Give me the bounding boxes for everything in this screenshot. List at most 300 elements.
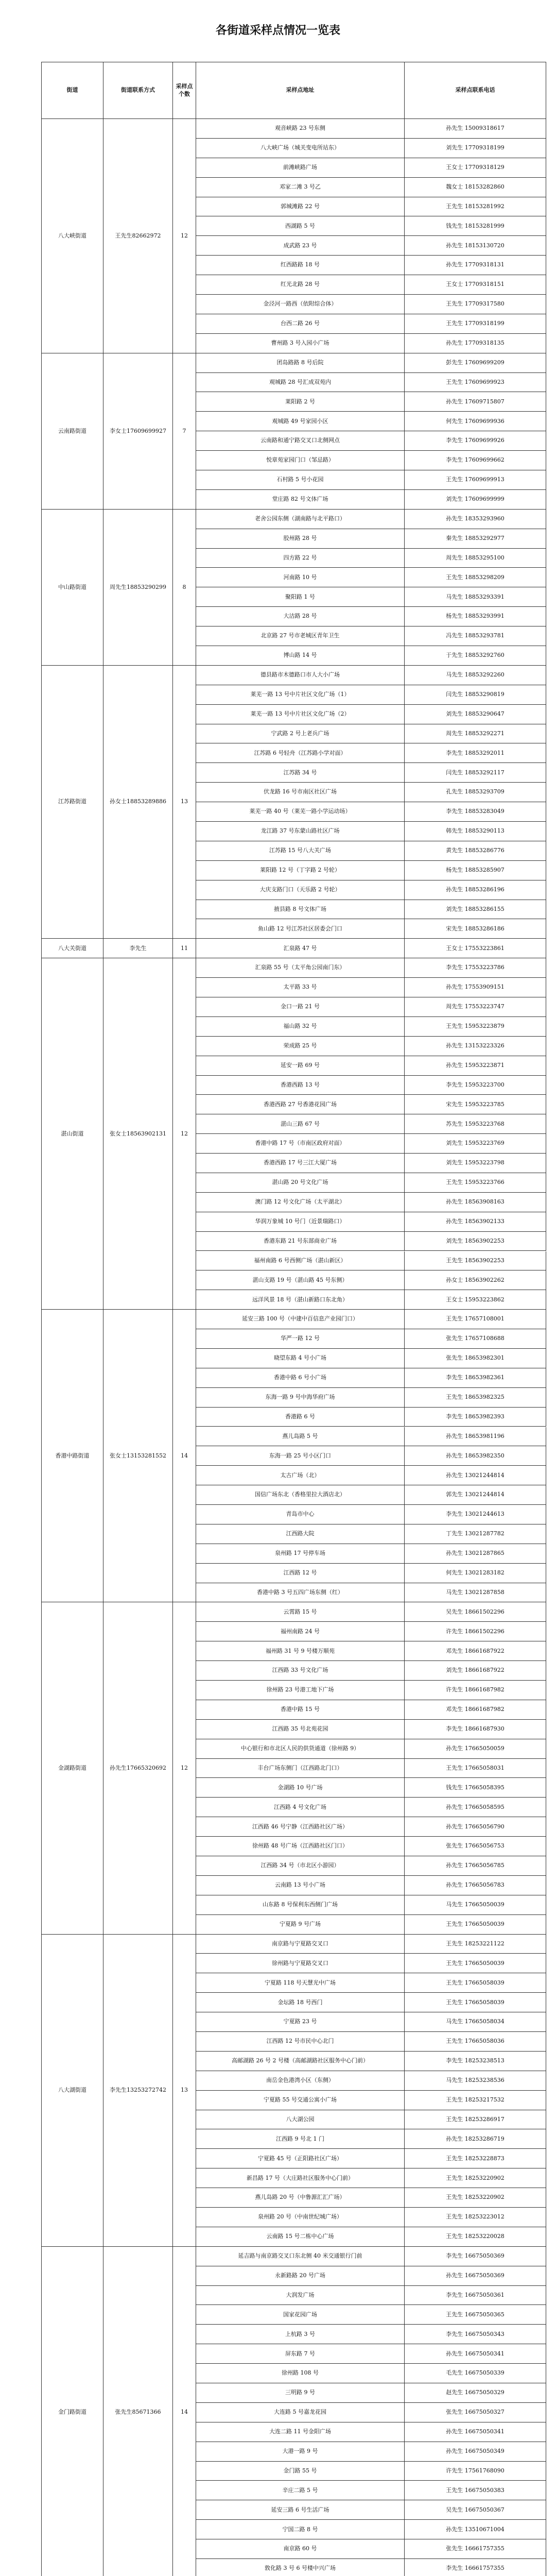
sample-phone: 王先生 18253223012 xyxy=(446,2213,505,2221)
sample-phone: 许先生 17561768090 xyxy=(446,2467,505,2474)
sample-address: 云南路 13 号小广场 xyxy=(275,1882,325,1889)
sample-phone: 孙先生 16675050369 xyxy=(446,2272,505,2279)
sample-address: 博山路 14 号 xyxy=(283,652,317,659)
street-contact-line: 李先生 xyxy=(129,944,147,952)
sample-address: 金坛路 18 号西门 xyxy=(277,1998,323,2006)
sample-address-cell xyxy=(196,275,405,295)
sample-address-cell xyxy=(196,1076,405,1095)
sample-address-cell xyxy=(196,2208,405,2227)
sample-address: 观音峡路 23 号东侧 xyxy=(275,125,325,132)
sample-phone-cell xyxy=(405,1485,546,1505)
street-name: 云南路街道 xyxy=(58,427,86,434)
sample-address-cell xyxy=(196,568,405,587)
sample-phone-cell xyxy=(405,568,546,587)
sample-address: 德县路市木德路口市人大小广场 xyxy=(260,671,340,679)
sample-address-cell xyxy=(196,1349,405,1368)
sample-phone: 于先生 18853292760 xyxy=(446,652,505,659)
sample-address-cell xyxy=(196,2032,405,2052)
sample-phone-cell xyxy=(405,1954,546,1973)
sample-address: 延安三路 6 号生活广场 xyxy=(271,2506,329,2513)
street-name: 湛山街道 xyxy=(61,1130,84,1137)
sample-phone-cell xyxy=(405,978,546,997)
sample-phone: 刘先生 18853286155 xyxy=(446,905,505,912)
sample-address: 燕儿岛路 20 号（中鲁源汇汇广场） xyxy=(255,2194,345,2201)
sample-address-cell xyxy=(196,1037,405,1056)
sample-address: 丰台广场东侧门（江西路北门口） xyxy=(257,1764,343,1771)
sample-phone-cell xyxy=(405,2325,546,2344)
sample-address: 延安三路 100 号（中建中百信息产业园门口） xyxy=(242,1315,358,1323)
sample-address: 伏龙路 16 号市南区社区广场 xyxy=(264,788,337,795)
sample-count: 12 xyxy=(181,1130,188,1137)
sample-count-cell xyxy=(173,1602,196,1934)
sample-address-cell xyxy=(196,587,405,607)
sample-address-cell xyxy=(196,1368,405,1388)
sample-phone-cell xyxy=(405,2168,546,2188)
sample-address: 大港一路 9 号 xyxy=(282,2447,318,2454)
sample-count: 8 xyxy=(182,583,186,590)
sample-address-cell xyxy=(196,626,405,646)
sample-address-cell xyxy=(196,353,405,373)
sample-phone-cell xyxy=(405,1037,546,1056)
header-contact xyxy=(103,62,173,119)
sample-phone: 李先生 18653982393 xyxy=(446,1413,505,1420)
sample-address: 金泾河一路西（依附综合体） xyxy=(263,300,337,308)
street-name-cell xyxy=(42,1602,103,1934)
sample-address: 宁夏路 9 号广场 xyxy=(280,1920,321,1927)
sample-address-cell xyxy=(196,1408,405,1427)
sample-address: 青岛市中心 xyxy=(286,1511,315,1518)
sample-phone: 冯先生 18853293781 xyxy=(446,632,505,639)
street-contact-line: 13253272742 xyxy=(127,2087,166,2094)
sample-phone: 孙先生 13510671004 xyxy=(446,2526,505,2533)
sample-phone-cell xyxy=(405,1544,546,1564)
sample-address: 观城路 28 号汇成双苑内 xyxy=(269,378,331,385)
sample-phone-cell xyxy=(405,2266,546,2286)
sample-address: 国家花园广场 xyxy=(283,2311,317,2318)
sample-phone-cell xyxy=(405,1759,546,1778)
sample-address-cell xyxy=(196,822,405,841)
sample-address: 香港西路 17 号三江大厦广场 xyxy=(264,1159,337,1166)
sample-address: 八大峡广场（城关变电所站东） xyxy=(260,144,340,151)
sample-phone: 张先生 16661757355 xyxy=(446,2545,505,2552)
sample-address-cell xyxy=(196,2403,405,2422)
sample-address-cell xyxy=(196,2364,405,2383)
sample-phone: 王先生 17657108001 xyxy=(446,1315,505,1323)
sample-address: 八大湖公园 xyxy=(286,2115,315,2123)
sample-address: 香港西路 13 号 xyxy=(281,1081,320,1088)
sample-phone-cell xyxy=(405,587,546,607)
sample-phone-cell xyxy=(405,1017,546,1037)
sample-phone-cell xyxy=(405,236,546,256)
sample-phone: 许先生 18661687982 xyxy=(446,1686,505,1693)
sample-phone-cell xyxy=(405,158,546,178)
sample-count-cell xyxy=(173,119,196,353)
sample-address: 红光北路 28 号 xyxy=(281,281,320,288)
sample-address: 屏东路 7 号 xyxy=(285,2350,315,2357)
sample-phone-cell xyxy=(405,2227,546,2247)
header-count xyxy=(173,62,196,119)
sample-address: 大连路 5 号嘉龙花园 xyxy=(274,2409,326,2416)
sample-phone: 刘先生 15953223769 xyxy=(446,1140,505,1147)
sample-address: 掖县路 8 号文体广场 xyxy=(274,905,326,912)
street-contact-line: 李女士 xyxy=(110,427,127,434)
sample-phone-cell xyxy=(405,2208,546,2227)
sample-phone: 毛先生 16675050339 xyxy=(446,2369,505,2377)
sample-phone-cell xyxy=(405,1270,546,1290)
sample-address: 莱阳路 2 号 xyxy=(285,398,315,405)
sample-address: 前滩峡路广场 xyxy=(283,164,317,171)
sample-phone: 邓先生 18661687982 xyxy=(446,1706,505,1713)
sample-address-cell xyxy=(196,295,405,314)
sample-address: 福州路 31 号 9 号楼万顺苑 xyxy=(266,1647,335,1654)
sample-address-cell xyxy=(196,2481,405,2500)
sample-address: 国信广场东北（香格里拉大酒店北） xyxy=(255,1491,345,1498)
sample-phone-cell xyxy=(405,1290,546,1310)
sample-address: 莱芜一路 13 号中片社区文化广场（2） xyxy=(250,710,350,717)
sample-address-cell xyxy=(196,1915,405,1935)
sample-address-cell xyxy=(196,646,405,666)
street-contact-line: 孙先生 xyxy=(110,1764,127,1771)
sample-phone-cell xyxy=(405,822,546,841)
sample-address-cell xyxy=(196,216,405,236)
sample-address: 邓家二滩 3 号乙 xyxy=(280,183,321,190)
sample-phone: 王先生 18253228873 xyxy=(446,2155,505,2162)
sample-phone: 赵先生 16675050329 xyxy=(446,2389,505,2396)
sample-phone: 孙先生 18653981196 xyxy=(446,1432,505,1439)
sample-phone: 王先生 17709318199 xyxy=(446,320,505,327)
street-contact-line: 张女士 xyxy=(110,1452,127,1459)
sample-address-cell xyxy=(196,1564,405,1583)
sample-phone: 孙先生 18153130720 xyxy=(446,242,505,249)
sample-phone: 王先生 18653982325 xyxy=(446,1394,505,1400)
sample-phone-cell xyxy=(405,1446,546,1466)
sample-address-cell xyxy=(196,666,405,685)
sample-phone-cell xyxy=(405,2403,546,2422)
sample-phone: 马先生 18253238536 xyxy=(446,2077,505,2084)
street-contact-line: 周先生 xyxy=(110,583,127,590)
sample-phone: 杨先生 18853285907 xyxy=(446,867,505,874)
sample-address: 江西路 4 号文化广场 xyxy=(274,1803,326,1810)
street-name: 八大湖街道 xyxy=(58,2087,86,2094)
sample-phone: 周先生 18853295100 xyxy=(446,554,505,561)
sample-count: 13 xyxy=(181,798,188,805)
sample-address-cell xyxy=(196,1251,405,1271)
sample-address-cell xyxy=(196,197,405,217)
sample-address-cell xyxy=(196,1973,405,1993)
sample-phone: 王先生 18253221122 xyxy=(446,1940,505,1947)
sample-phone-cell xyxy=(405,139,546,158)
sample-phone: 丁先生 13021287782 xyxy=(446,1530,505,1537)
sample-count: 7 xyxy=(182,427,186,434)
sample-address: 金门路 55 号 xyxy=(283,2467,317,2474)
sample-phone: 吴先生 18661502296 xyxy=(446,1608,505,1615)
sample-address: 南岳金色港湾小区（东侧） xyxy=(266,2077,334,2084)
sample-address: 敦化路 3 号 6 号楼中兴广场 xyxy=(265,2565,336,2572)
header-phone xyxy=(405,62,546,119)
sample-address-cell xyxy=(196,685,405,705)
street-contact-line: 82662972 xyxy=(132,232,161,239)
sample-count: 12 xyxy=(181,1764,188,1771)
sample-phone: 孙先生 17709318131 xyxy=(446,261,505,268)
sample-phone: 孙先生 17665056783 xyxy=(446,1882,505,1889)
sample-phone-cell xyxy=(405,451,546,470)
sample-address: 东海一路 25 号小区门口 xyxy=(269,1452,331,1459)
sample-address: 江西路 34 号（市北区小游园） xyxy=(260,1862,340,1869)
sample-address: 大沽路 28 号 xyxy=(283,613,317,620)
sample-address-cell xyxy=(196,1310,405,1329)
sample-address-cell xyxy=(196,1134,405,1154)
sample-phone-cell xyxy=(405,275,546,295)
sample-address-cell xyxy=(196,607,405,626)
sample-address: 江西路 12 号市民中心北门 xyxy=(266,2038,334,2045)
sample-phone-cell xyxy=(405,2422,546,2442)
sample-address-cell xyxy=(196,1798,405,1817)
sample-address: 上杭路 3 号 xyxy=(285,2330,315,2337)
sample-address: 莱芜一路 40 号（莱芜一路小学运动场） xyxy=(249,808,351,815)
sample-address-cell xyxy=(196,451,405,470)
sample-address: 华严一路 12 号 xyxy=(281,1335,320,1342)
sample-phone-cell xyxy=(405,1915,546,1935)
sample-phone-cell xyxy=(405,1641,546,1661)
sample-phone-cell xyxy=(405,1505,546,1524)
sample-count-cell xyxy=(173,353,196,510)
sample-phone: 王女士 17709318129 xyxy=(446,164,505,171)
sample-phone: 王女士 15953223862 xyxy=(446,1296,505,1303)
sample-phone: 黄先生 18853286776 xyxy=(446,847,505,854)
sample-address-cell xyxy=(196,158,405,178)
sample-count: 11 xyxy=(181,944,188,952)
sample-phone: 王先生 17665058036 xyxy=(446,2038,505,2045)
sample-address: 泉州路 20 号（中南世纪城广场） xyxy=(258,2213,342,2221)
sample-phone-cell xyxy=(405,763,546,783)
sample-address-cell xyxy=(196,978,405,997)
sample-address: 鱼山路 12 号江苏社区居委会门口 xyxy=(258,925,342,932)
sample-address: 湛山路 20 号文化广场 xyxy=(272,1179,328,1186)
sample-address: 荣成路 25 号 xyxy=(283,1042,317,1049)
sample-address: 湛山支路 19 号（湛山路 45 号东侧） xyxy=(252,1276,348,1283)
sample-address: 延安一路 69 号 xyxy=(281,1061,320,1069)
sample-phone: 李先生 16661757355 xyxy=(446,2565,505,2572)
sample-phone-cell xyxy=(405,841,546,861)
sample-address-cell xyxy=(196,236,405,256)
sample-address: 胶州路 28 号 xyxy=(283,534,317,541)
sample-phone: 李先生 18853292011 xyxy=(446,749,505,756)
sample-phone-cell xyxy=(405,1739,546,1759)
sample-phone-cell xyxy=(405,2188,546,2208)
sample-phone-cell xyxy=(405,1661,546,1681)
sample-phone: 刘先生 17709318199 xyxy=(446,144,505,151)
sample-address-cell xyxy=(196,1739,405,1759)
sample-phone-cell xyxy=(405,1095,546,1114)
sample-address-cell xyxy=(196,2559,405,2576)
sample-phone: 李先生 18661687930 xyxy=(446,1725,505,1733)
sample-address-cell xyxy=(196,1095,405,1114)
sample-count-cell xyxy=(173,1310,196,1602)
sample-phone-cell xyxy=(405,1681,546,1700)
sample-phone-cell xyxy=(405,1466,546,1485)
sample-address-cell xyxy=(196,1524,405,1544)
sample-address-cell xyxy=(196,997,405,1017)
street-contact-cell xyxy=(103,1602,173,1934)
street-name-cell xyxy=(42,1310,103,1602)
sample-address: 成武路 23 号 xyxy=(283,242,317,249)
sample-address: 云南路和通宁路交叉口北侧网点 xyxy=(260,437,340,444)
sample-address-cell xyxy=(196,1602,405,1622)
sample-address-cell xyxy=(196,1954,405,1973)
sample-phone-cell xyxy=(405,1114,546,1134)
sample-address-cell xyxy=(196,1485,405,1505)
street-name-cell xyxy=(42,2247,103,2576)
sample-address: 金口一路 21 号 xyxy=(281,1003,320,1010)
sample-address-cell xyxy=(196,529,405,549)
sample-phone: 魏女士 18153282860 xyxy=(446,183,505,190)
sample-address: 云霄路 15 号 xyxy=(283,1608,317,1615)
sample-phone: 刘先生 17609699999 xyxy=(446,496,505,503)
sample-address-cell xyxy=(196,724,405,744)
sample-address: 福山路 32 号 xyxy=(283,1023,317,1030)
sample-address: 聚阳路 1 号 xyxy=(285,593,315,600)
sample-phone: 钱先生 18153281999 xyxy=(446,222,505,229)
sample-phone: 王女士 17553223861 xyxy=(446,944,505,952)
sample-address-cell xyxy=(196,2286,405,2306)
sample-address: 太平路 33 号 xyxy=(283,984,317,991)
sample-count-cell xyxy=(173,939,196,958)
sample-address: 太古广场（北） xyxy=(280,1471,320,1479)
street-contact-line: 孙女士 xyxy=(110,798,127,805)
street-contact-cell xyxy=(103,510,173,666)
sample-phone: 孙先生 13021244814 xyxy=(446,1471,505,1479)
sample-address: 四方路 22 号 xyxy=(283,554,317,561)
sample-phone-cell xyxy=(405,2110,546,2130)
sample-address-cell xyxy=(196,2325,405,2344)
sample-phone-cell xyxy=(405,431,546,451)
sample-address: 福州南路 6 号西侧广场（湛山新区） xyxy=(254,1257,346,1264)
sample-address-cell xyxy=(196,1720,405,1739)
sample-address-cell xyxy=(196,1681,405,1700)
sample-address-cell xyxy=(196,1212,405,1232)
sample-phone: 王先生 17665058039 xyxy=(446,1998,505,2006)
sample-phone: 何先生 13021283182 xyxy=(446,1569,505,1576)
sample-phone: 王先生 18253220902 xyxy=(446,2194,505,2201)
sample-address-cell xyxy=(196,1622,405,1641)
sample-phone-cell xyxy=(405,685,546,705)
sample-phone: 孙先生 16675050341 xyxy=(446,2428,505,2435)
sample-address-cell xyxy=(196,2442,405,2462)
sample-address-cell xyxy=(196,490,405,510)
sample-address: 云南路 15 号二栋中心广场 xyxy=(266,2233,334,2240)
sample-phone-cell xyxy=(405,1134,546,1154)
sample-address-cell xyxy=(196,1817,405,1837)
sample-phone: 邓先生 18661687922 xyxy=(446,1647,505,1654)
sample-address: 石村路 5 号小花园 xyxy=(276,476,324,483)
sample-address-cell xyxy=(196,2091,405,2110)
sample-phone: 孙先生 18653982350 xyxy=(446,1452,505,1459)
sample-phone: 李先生 16675050343 xyxy=(446,2330,505,2337)
sample-address-cell xyxy=(196,783,405,802)
sample-phone-cell xyxy=(405,1798,546,1817)
sample-address-cell xyxy=(196,958,405,978)
sample-phone: 李先生 18253238513 xyxy=(446,2057,505,2064)
sample-address-cell xyxy=(196,139,405,158)
sample-address: 西湖路 5 号 xyxy=(285,222,315,229)
sample-address: 湛山三路 67 号 xyxy=(281,1120,320,1127)
sample-address-cell xyxy=(196,1993,405,2012)
sample-address-cell xyxy=(196,841,405,861)
sample-phone: 孙先生 15953223871 xyxy=(446,1061,505,1069)
sample-address: 新昌路 17 号（大庄路社区服务中心门前） xyxy=(247,2174,354,2181)
sample-phone-cell xyxy=(405,490,546,510)
sample-address-cell xyxy=(196,1270,405,1290)
sample-phone-cell xyxy=(405,724,546,744)
sample-phone-cell xyxy=(405,783,546,802)
sample-phone-cell xyxy=(405,2286,546,2306)
sample-address: 澳门路 12 号文化广场（太平湖北） xyxy=(255,1198,345,1206)
sample-phone: 王先生 18153281992 xyxy=(446,202,505,210)
sample-phone-cell xyxy=(405,1720,546,1739)
sample-phone: 李先生 17553223786 xyxy=(446,964,505,971)
sample-phone-cell xyxy=(405,256,546,275)
sample-address: 华润万象城 10 号门（近景瑞路口） xyxy=(255,1218,345,1225)
sample-address-cell xyxy=(196,2227,405,2247)
sample-phone-cell xyxy=(405,2559,546,2576)
sample-phone: 张先生 17657108688 xyxy=(446,1335,505,1342)
sample-address: 晓望东路 4 号小广场 xyxy=(274,1354,326,1362)
sample-phone: 李先生 17609699662 xyxy=(446,456,505,464)
sample-phone: 刘先生 15953223798 xyxy=(446,1159,505,1166)
sample-phone-cell xyxy=(405,1193,546,1212)
sample-phone-cell xyxy=(405,1876,546,1895)
header-street-label: 街道 xyxy=(66,87,78,94)
sample-phone-cell xyxy=(405,1856,546,1876)
street-name-cell xyxy=(42,1935,103,2247)
sample-address-cell xyxy=(196,763,405,783)
street-contact-line: 18853289886 xyxy=(127,798,166,805)
sample-phone: 王先生 17609699923 xyxy=(446,378,505,385)
sample-phone-cell xyxy=(405,2052,546,2071)
sample-address-cell xyxy=(196,900,405,920)
sample-address-cell xyxy=(196,1193,405,1212)
sample-phone-cell xyxy=(405,900,546,920)
sample-phone: 郭先生 13021244814 xyxy=(446,1491,505,1498)
sample-phone-cell xyxy=(405,1251,546,1271)
sample-address-cell xyxy=(196,392,405,412)
sample-phone: 张先生 17665056753 xyxy=(446,1842,505,1850)
sample-phone: 马先生 17665058034 xyxy=(446,2018,505,2025)
header-phone-label: 采样点联系电话 xyxy=(455,87,495,94)
sample-address: 江西路 46 号宁静（江西路社区广场） xyxy=(252,1823,348,1830)
sample-address: 永新路路 20 号广场 xyxy=(275,2272,325,2279)
sample-address-cell xyxy=(196,2149,405,2168)
sample-address-cell xyxy=(196,1544,405,1564)
header-addr-label: 采样点地址 xyxy=(286,87,315,94)
sample-count: 14 xyxy=(181,2409,188,2416)
sample-address: 香港中路 3 号五四广场东侧（红） xyxy=(257,1588,343,1596)
sample-phone-cell xyxy=(405,2344,546,2364)
sample-phone-cell xyxy=(405,2012,546,2032)
header-addr xyxy=(196,62,405,119)
street-contact-cell xyxy=(103,119,173,353)
sample-phone: 孙先生 15009318617 xyxy=(446,125,505,132)
sample-phone: 孙先生 17665050059 xyxy=(446,1744,505,1752)
sample-address-cell xyxy=(196,1466,405,1485)
street-name: 香港中路街道 xyxy=(55,1452,90,1459)
sample-phone: 李先生 16675050369 xyxy=(446,2252,505,2260)
sample-address: 三明路 9 号 xyxy=(285,2389,315,2396)
sample-phone-cell xyxy=(405,2539,546,2559)
sample-phone-cell xyxy=(405,1349,546,1368)
street-name-cell xyxy=(42,666,103,939)
street-name: 八大关街道 xyxy=(58,944,86,952)
